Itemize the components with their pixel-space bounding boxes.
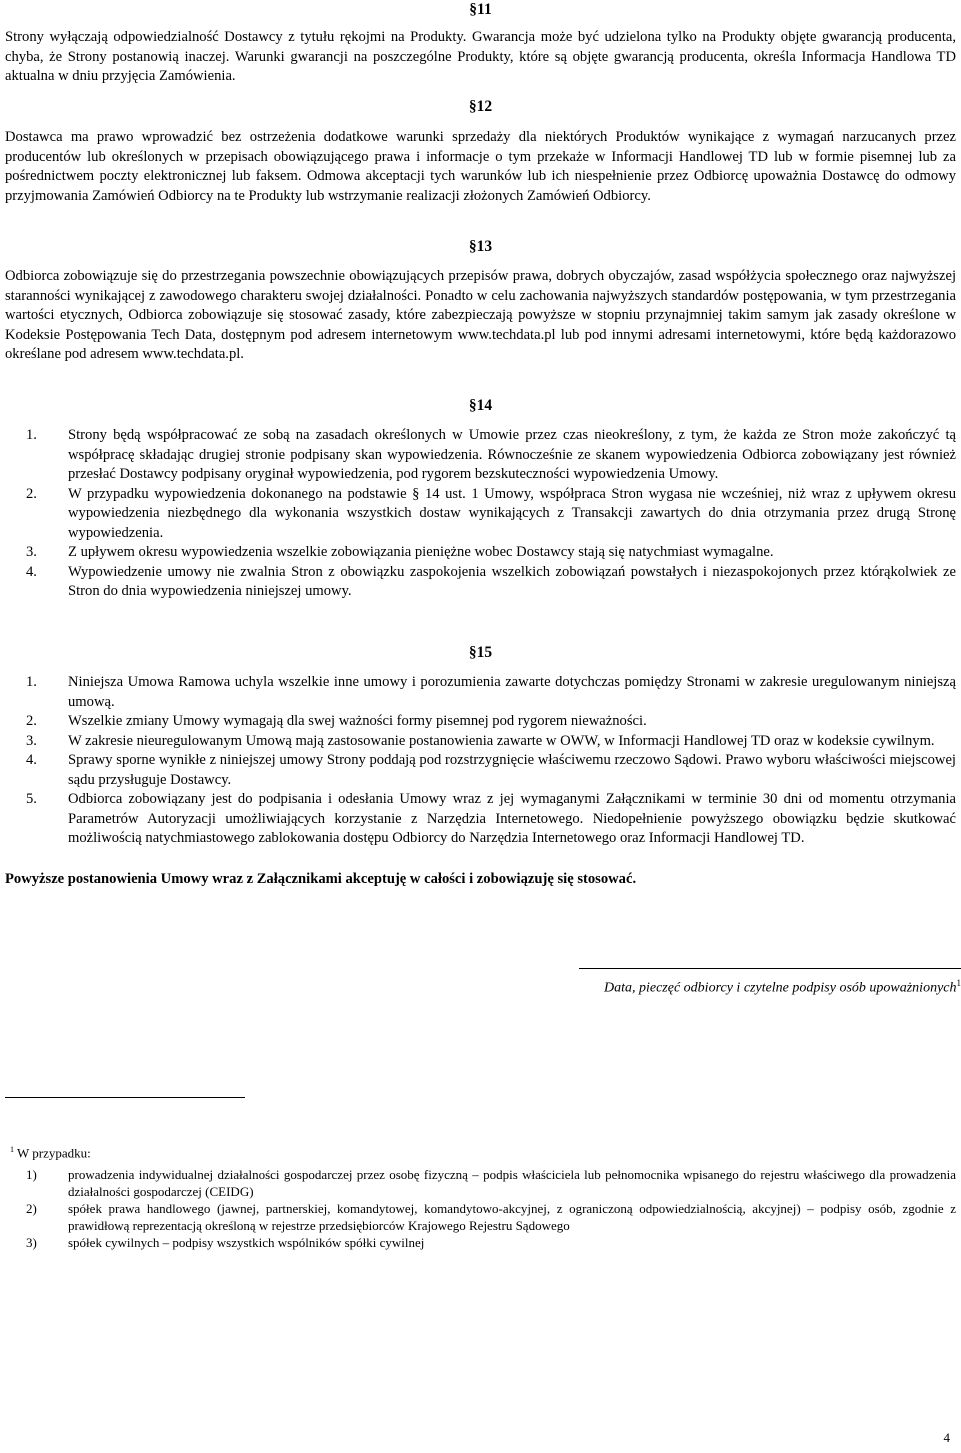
section-14-list [5,426,956,602]
list-item [5,485,956,544]
list-item [5,673,956,712]
footnote-mark: 1 [10,1145,14,1154]
list-item-number: 3. [26,544,37,560]
list-item-text: Strony będą współpracować ze sobą na zasadach określonych w Umowie przez czas nieokreślony, z tym, że każda ze Stron może zakończyć tą współpracę składając drugiej stronie podpisany skan wypowiedzenia. Równocześnie ze skanem wypowiedzenia Odbiorca zobowiązany jest również przesłać Dostawcy podpisany oryginał wypowiedzenia, pod rygorem bezskuteczności wypowiedzenia Umowy. [68,427,956,482]
footnote-item-number: 2) [26,1201,37,1216]
footnote-item [5,1234,956,1251]
list-item [5,732,956,752]
list-item-text: W zakresie nieuregulowanym Umową mają zastosowanie postanowienia zawarte w OWW, w Informacji Handlowej TD oraz w kodeksie cywilnym. [68,732,935,749]
section-15-heading: §15 [468,644,493,661]
list-item [5,751,956,790]
list-item [5,790,956,849]
section-14-heading: §14 [468,397,493,414]
section-12-heading: §12 [468,98,493,115]
list-item [5,563,956,602]
footnote-intro-text: W przypadku: [17,1145,91,1161]
section-15-list [5,673,956,849]
page-number: 4 [943,1430,950,1445]
list-item-number: 4. [26,752,37,768]
acceptance-statement: Powyższe postanowienia Umowy wraz z Załącznikami akceptuję w całości i zobowiązuję się stosować. [5,871,637,887]
footnote-list [5,1166,956,1251]
list-item-text: Wszelkie zmiany Umowy wymagają dla swej ważności formy pisemnej pod rygorem nieważności. [68,713,647,729]
list-item-number: 1. [26,427,37,443]
section-12-paragraph: Dostawca ma prawo wprowadzić bez ostrzeżenia dodatkowe warunki sprzedaży dla niektórych Produktów wynikające z wymagań narzucanych przez producentów lub określonych w przepisach obowiązującego prawa i informacje o tym przekaże w Informacji Handlowej TD lub w formie pisemnej lub za pośrednictwem poczty elektronicznej lub faksem. Odmowa akceptacji tych warunków lub ich niespełnienie przez Odbiorcę upoważnia Dostawcę do odmowy przyjmowania Zamówień Odbiorcy na te Produkty lub wstrzymanie realizacji złożonych Zamówień Odbiorcy. [5,129,956,204]
section-13-heading: §13 [468,238,493,255]
footnote-intro [10,1141,91,1161]
footnote-item-number: 1) [26,1167,37,1182]
list-item-number: 2. [26,485,37,502]
footnote-item [5,1200,956,1234]
list-item-number: 4. [26,563,37,580]
section-11-heading: §11 [469,1,492,18]
section-13-paragraph: Odbiorca zobowiązuje się do przestrzegania powszechnie obowiązujących przepisów prawa, dobrych obyczajów, zasad współżycia społecznego oraz najwyższej staranności wynikającej z zawodowego charakteru swojej działalności. Ponadto w celu zachowania najwyższych standardów postępowania, w tym przestrzegania wartości etycznych, Odbiorca zobowiązuje się stosować zasady, które zabezpieczają powyższe w stopniu przynajmniej takim samym jak zasady określone w Kodeksie Postępowania Tech Data, dostępnym pod adresem internetowym www.techdata.pl lub pod innymi adresami internetowymi, które będą każdorazowo określane pod adresem www.techdata.pl. [5,268,956,362]
list-item-text: W przypadku wypowiedzenia dokonanego na podstawie § 14 ust. 1 Umowy, współpraca Stron wygasa nie wcześniej, niż wraz z upływem okresu wypowiedzenia niezbędnego dla wykonania wszystkich dostaw wynikających z Transakcji zawartych do dnia otrzymania przez drugą Stronę wypowiedzenia. [68,485,956,541]
list-item-number: 2. [26,713,37,729]
footnote-item-text: spółek prawa handlowego (jawnej, partnerskiej, komandytowej, komandytowo-akcyjnej, z ograniczoną odpowiedzialnością, akcyjnej) – podpisy osób, zgodnie z prawidłową reprezentacją określoną w rejestrze przedsiębiorców Krajowego Rejestru Sądowego [68,1201,956,1233]
list-item [5,712,956,732]
footnote-item-number: 3) [26,1235,37,1250]
signature-line [579,968,961,969]
list-item-text: Odbiorca zobowiązany jest do podpisania i odesłania Umowy wraz z jej wymaganymi Załącznikami w terminie 30 dni od momentu otrzymania Parametrów Autoryzacji umożliwiających korzystanie z Narzędzia Internetowego. Niedopełnienie powyższego obowiązku będzie skutkować możliwością natychmiastowego zablokowania dostępu Odbiorcy do Narzędzia Internetowego oraz Informacji Handlowej TD. [68,791,956,846]
footnote-rule [5,1097,245,1098]
intro-paragraph: Strony wyłączają odpowiedzialność Dostawcy z tytułu rękojmi na Produkty. Gwarancja może być udzielona tylko na Produkty objęte gwarancją producenta, chyba, że Strony postanowią inaczej. Warunki gwarancji na poszczególne Produkty, które są objęte gwarancją producenta, określa Informacja Handlowa TD aktualna w dniu przyjęcia Zamówienia. [5,29,956,84]
list-item [5,426,956,485]
list-item-text: Z upływem okresu wypowiedzenia wszelkie zobowiązania pieniężne wobec Dostawcy stają się natychmiast wymagalne. [68,544,774,560]
footnote-reference: 1 [956,978,961,988]
list-item-number: 5. [26,791,37,807]
signature-label-text: Data, pieczęć odbiorcy i czytelne podpisy osób upoważnionych [603,980,957,996]
list-item-number: 1. [26,674,37,690]
list-item-text: Niniejsza Umowa Ramowa uchyla wszelkie inne umowy i porozumienia zawarte dotychczas pomiędzy Stronami w zakresie uregulowanym niniejszą umową. [68,674,956,710]
footnote-item [5,1166,956,1200]
list-item [5,543,956,563]
list-item-text: Sprawy sporne wynikłe z niniejszej umowy Strony poddają pod rozstrzygnięcie właściwemu rzeczowo Sądowi. Prawo wyboru właściwości miejscowej sądu przysługuje Dostawcy. [68,752,956,788]
list-item-number: 3. [26,732,37,749]
footnote-item-text: prowadzenia indywidualnej działalności gospodarczej przez osobę fizyczną – podpis właściciela lub pełnomocnika wpisanego do rejestru właściwego dla prowadzenia działalności gospodarczej (CEIDG) [68,1167,956,1199]
footnote-item-text: spółek cywilnych – podpisy wszystkich wspólników spółki cywilnej [68,1235,425,1250]
list-item-text: Wypowiedzenie umowy nie zwalnia Stron z obowiązku zaspokojenia wszelkich zobowiązań powstałych i niezaspokojonych przez którąkolwiek ze Stron do dnia wypowiedzenia niniejszej umowy. [68,563,956,599]
signature-label [579,974,961,998]
